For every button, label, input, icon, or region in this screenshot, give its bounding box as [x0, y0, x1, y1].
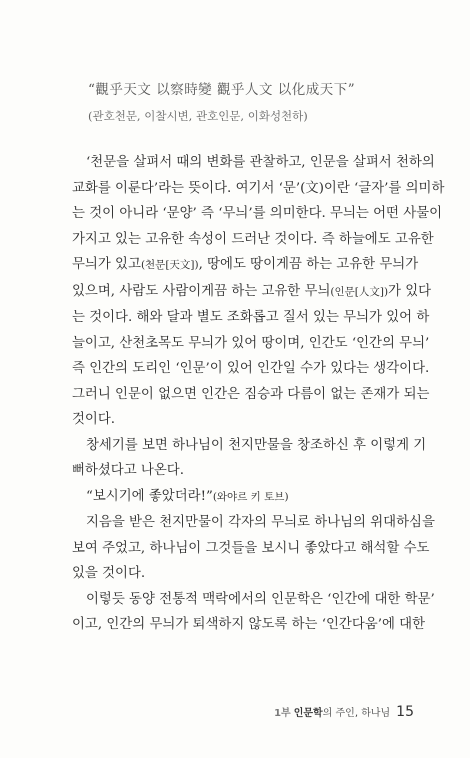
footer-title: 의 주인, 하나님	[322, 708, 391, 719]
text-line: 보여 주었고, 하나님이 그것들을 보시니 좋았다고 해석할 수도	[72, 540, 430, 556]
text-line: 교화를 이룬다’라는 뜻이다. 여기서 ‘문’(文)이란 ‘글자’를 의미하	[72, 180, 445, 196]
text-segment: , 땅에도 땅이게끔 하는 고유한 무늬가	[198, 257, 419, 272]
text-line: 있을 것이다.	[72, 566, 146, 581]
text-line: 뻐하셨다고 나온다.	[72, 463, 184, 478]
text-segment: 무늬가 있고	[72, 257, 141, 272]
text-annotation: (천문[天文])	[140, 259, 199, 271]
text-line: 즉 인간의 도리인 ‘인문’이 있어 인간일 수가 있다는 생각이다.	[72, 361, 430, 376]
body-text	[72, 150, 445, 638]
text-line: 그러니 인문이 없으면 인간은 짐승과 다름이 없는 존재가 되는	[72, 386, 430, 402]
text-line: 지음을 받은 천지만물이 각자의 무늬로 하나님의 위대하심을	[86, 515, 435, 530]
epigraph-reading: (관호천문, 이찰시변, 관호인문, 이화성천하)	[88, 109, 308, 123]
text-line: 이렇듯 동양 전통적 맥락에서의 인문학은 ‘인간에 대한 학문’	[86, 591, 435, 607]
epigraph	[88, 78, 428, 124]
text-line	[72, 279, 432, 306]
footer-part: 1부	[274, 708, 291, 719]
text-annotation: (와야르 키 토브)	[212, 490, 289, 503]
text-annotation: (인문[人文])	[330, 285, 389, 298]
text-line: ‘천문을 살펴서 때의 변화를 관찰하고, 인문을 살펴서 천하의	[86, 155, 435, 170]
text-line: 는 것이다. 해와 달과 별도 조화롭고 질서 있는 무늬가 있어 하	[72, 310, 430, 325]
text-segment: 가 있다	[388, 283, 432, 299]
text-line: 창세기를 보면 하나님이 천지만물을 창조하신 후 이렇게 기	[86, 437, 427, 453]
text-line: 이고, 인간의 무늬가 퇴색하지 않도록 하는 ‘인간다움’에 대한	[72, 617, 426, 632]
text-line	[72, 252, 419, 279]
text-segment: “보시기에 좋았더라!”	[86, 488, 213, 504]
text-segment: 있으며, 사람도 사람이게끔 하는 고유한 무늬	[72, 283, 331, 299]
text-line: 는 것이 아니라 ‘문양’ 즉 ‘무늬’를 의미한다. 무늬는 어떤 사물이	[72, 206, 443, 221]
text-line: 것이다.	[72, 412, 116, 427]
footer-title-bold: 인문학	[293, 708, 323, 719]
text-line: 늘이고, 산천초목도 무늬가 있어 땅이며, 인간도 ‘인간의 무늬’	[72, 335, 430, 351]
epigraph-hanja: “觀乎天文 以察時變 觀乎人文 以化成天下”	[88, 82, 356, 98]
running-footer	[274, 704, 414, 720]
text-line: 가지고 있는 고유한 속성이 드러난 것이다. 즉 하늘에도 고유한	[72, 231, 434, 247]
text-line	[72, 484, 412, 511]
page-number: 15	[396, 704, 414, 720]
